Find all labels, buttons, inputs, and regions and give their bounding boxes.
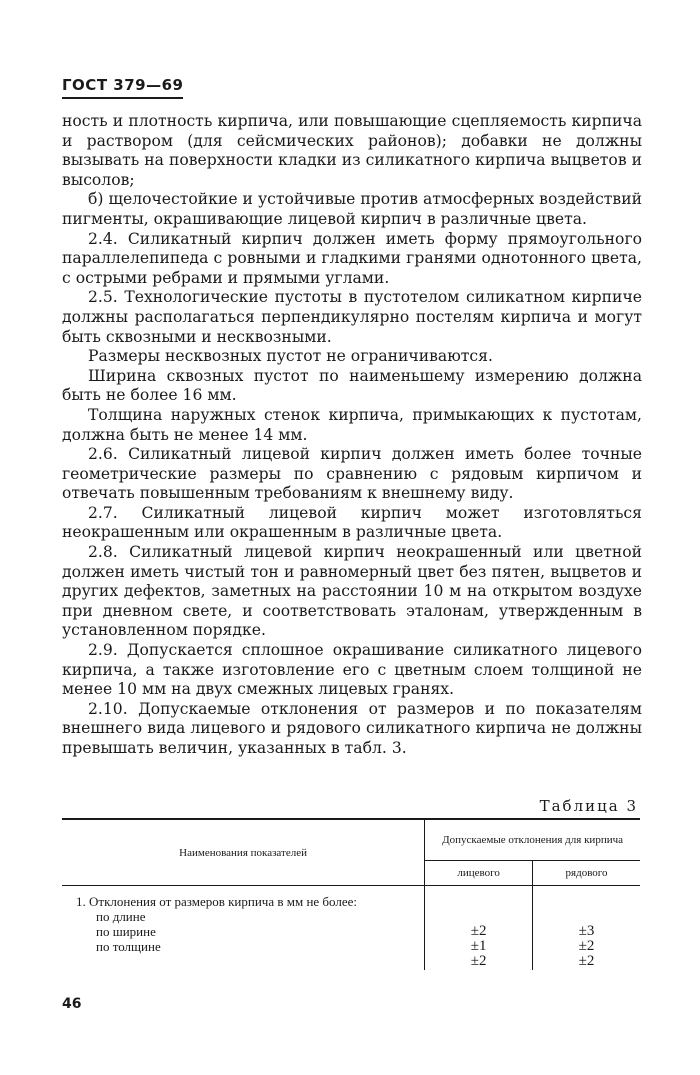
paragraph: 2.5. Технологические пустоты в пустотелом силикатном кирпиче должны располагаться перпендикулярно постелям кирпича и могут быть сквозными и несквозными. <box>62 288 642 346</box>
face-values-cell <box>425 886 533 971</box>
body-text <box>62 112 642 759</box>
face-value: ±2 <box>470 923 487 939</box>
paragraph: Размеры несквозных пустот не ограничиваются. <box>88 347 493 366</box>
sub-label: по толщине <box>96 939 161 954</box>
sub-label: по длине <box>96 909 146 924</box>
page-number: 46 <box>62 996 82 1012</box>
paragraph: 2.6. Силикатный лицевой кирпич должен иметь более точные геометрические размеры по сравнению с рядовым кирпичом и отвечать повышенным требованиям к внешнему виду. <box>62 445 642 503</box>
row-label-cell <box>62 886 425 971</box>
paragraph: 2.9. Допускается сплошное окрашивание силикатного лицевого кирпича, а также изготовление его с цветным слоем толщиной не менее 10 мм на двух смежных лицевых гранях. <box>62 641 642 699</box>
paragraph: б) щелочестойкие и устойчивые против атмосферных воздействий пигменты, окрашивающие лицевой кирпич в различные цвета. <box>62 190 642 228</box>
column-header-group: Допускаемые отклонения для кирпича <box>425 819 640 861</box>
paragraph: Ширина сквозных пустот по наименьшему измерению должна быть не более 16 мм. <box>62 366 642 405</box>
table-caption: Таблица 3 <box>539 797 638 815</box>
ordinary-value: ±2 <box>578 953 595 969</box>
document-header: ГОСТ 379—69 <box>62 76 183 99</box>
face-value: ±2 <box>470 953 487 969</box>
ordinary-values-cell <box>533 886 640 971</box>
ordinary-value: ±2 <box>578 938 595 954</box>
paragraph: ность и плотность кирпича, или повышающие сцепляемость кирпича и раствором (для сейсмических районов); добавки не должны вызывать на поверхности кладки из силикатного кирпича выцветов и высолов; <box>62 112 642 189</box>
paragraph: Толщина наружных стенок кирпича, примыкающих к пустотам, должна быть не менее 14 мм. <box>62 405 642 444</box>
paragraph: 2.10. Допускаемые отклонения от размеров и по показателям внешнего вида лицевого и рядового силикатного кирпича не должны превышать величин, указанных в табл. 3. <box>62 699 642 757</box>
tolerance-table <box>62 818 640 970</box>
face-value: ±1 <box>470 938 487 954</box>
sub-label: по ширине <box>96 924 156 939</box>
ordinary-value: ±3 <box>578 923 595 939</box>
column-header-face: лицевого <box>425 861 533 886</box>
item-title: 1. Отклонения от размеров кирпича в мм не более: <box>76 894 358 909</box>
paragraph: 2.8. Силикатный лицевой кирпич неокрашенный или цветной должен иметь чистый тон и равномерный цвет без пятен, выцветов и других дефектов, заметных на расстоянии 10 м на открытом воздухе при дневном свете, и соответствовать эталонам, утвержденным в установленном порядке. <box>62 543 642 640</box>
paragraph: 2.7. Силикатный лицевой кирпич может изготовляться неокрашенным или окрашенным в различные цвета. <box>62 503 642 542</box>
table-row <box>62 886 640 971</box>
column-header-ordinary: рядового <box>533 861 640 886</box>
paragraph: 2.4. Силикатный кирпич должен иметь форму прямоугольного параллелепипеда с ровными и гладкими гранями однотонного цвета, с острыми ребрами и прямыми углами. <box>62 229 642 287</box>
column-header-name: Наименования показателей <box>62 819 425 886</box>
